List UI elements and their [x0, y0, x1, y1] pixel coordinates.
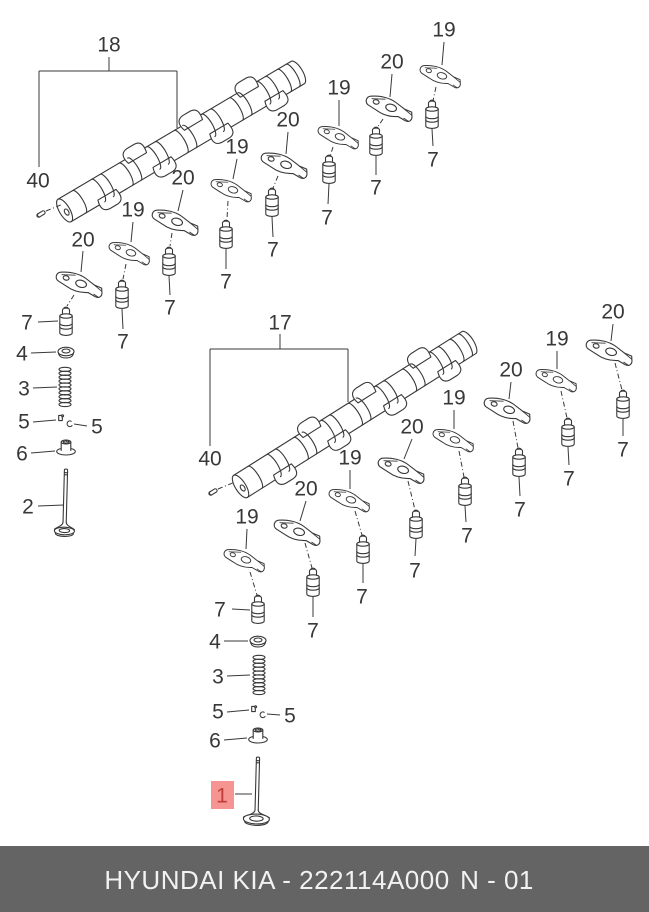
rocker-arm-part	[107, 239, 152, 265]
lash-adjuster-part	[617, 390, 629, 418]
leader-line	[465, 506, 466, 522]
center-line	[170, 233, 172, 246]
part-callout-7: 7	[461, 524, 473, 548]
part-callout-1[interactable]: 1	[216, 784, 228, 808]
rocker-arm-part	[584, 337, 636, 367]
part-callout-5: 5	[212, 700, 224, 724]
leader-line	[122, 309, 123, 329]
part-callout-7: 7	[409, 559, 421, 583]
center-line	[433, 87, 436, 101]
part-callout-19: 19	[225, 135, 249, 159]
center-line	[218, 482, 235, 489]
leader-line	[224, 738, 247, 740]
leader-line	[509, 382, 511, 399]
engine-valve-part	[54, 469, 76, 537]
center-line	[615, 363, 622, 390]
part-callout-7: 7	[427, 148, 439, 172]
center-line	[513, 421, 518, 448]
center-line	[561, 391, 567, 418]
lash-adjuster-part	[163, 247, 175, 275]
rocker-arm-part	[364, 93, 416, 123]
leader-line	[81, 251, 83, 272]
part-callout-40: 40	[26, 169, 50, 193]
part-callout-7: 7	[563, 467, 575, 491]
part-callout-6: 6	[16, 442, 28, 466]
part-callout-4: 4	[209, 630, 221, 654]
dowel-pin-part	[208, 488, 218, 496]
leader-line	[169, 276, 170, 295]
leader-line	[611, 324, 613, 341]
center-line	[227, 201, 228, 219]
leader-line	[415, 539, 416, 556]
leader-line	[432, 129, 433, 146]
center-line	[305, 543, 312, 568]
leader-line	[442, 42, 444, 65]
part-callout-7: 7	[321, 206, 333, 230]
part-callout-7: 7	[617, 438, 629, 462]
lash-adjuster-part	[370, 127, 382, 155]
part-callout-3: 3	[212, 665, 224, 689]
rocker-arm-part	[316, 123, 361, 149]
part-callout-20: 20	[276, 108, 300, 132]
footer-sheet-number: N - 01	[460, 865, 534, 895]
rocker-arm-part	[54, 269, 106, 299]
part-callout-19: 19	[338, 446, 362, 470]
part-callout-19: 19	[545, 327, 569, 351]
rocker-arm-part	[272, 517, 324, 547]
lash-adjuster-part	[410, 510, 422, 538]
leader-line	[74, 424, 87, 426]
valve-stem-seal-part	[249, 728, 268, 743]
leader-line	[519, 477, 520, 496]
rocker-arm-part	[534, 366, 579, 392]
leader-line	[33, 420, 56, 422]
dowel-pin-part	[36, 210, 46, 218]
leader-line	[31, 451, 55, 453]
lash-adjuster-part	[116, 280, 128, 308]
leader-line	[33, 387, 57, 388]
part-callout-17: 17	[268, 311, 292, 335]
leader-line	[568, 447, 569, 465]
exploded-view-diagram	[16, 19, 635, 826]
lash-adjuster-part	[459, 477, 471, 505]
valve-stem-seal-part	[57, 440, 76, 455]
footer-brand-part-number: HYUNDAI KIA - 222114A000	[104, 865, 450, 895]
leader-line	[232, 609, 250, 610]
center-line	[459, 451, 464, 477]
part-callout-7: 7	[356, 585, 368, 609]
part-callout-7: 7	[21, 311, 33, 335]
part-callout-20: 20	[380, 50, 404, 74]
leader-line	[227, 710, 249, 712]
part-callout-20: 20	[499, 358, 523, 382]
part-callout-19: 19	[235, 505, 259, 529]
leader-line	[267, 714, 280, 715]
valve-spring-part	[253, 655, 265, 694]
part-callout-19: 19	[327, 76, 351, 100]
center-line	[355, 511, 362, 535]
leader-line	[38, 321, 58, 322]
lash-adjuster-part	[266, 188, 278, 216]
part-callout-5: 5	[18, 410, 30, 434]
center-line	[250, 572, 257, 595]
part-callout-7: 7	[267, 238, 279, 262]
part-callout-5: 5	[91, 415, 103, 439]
center-line	[273, 176, 278, 188]
part-callout-3: 3	[18, 377, 30, 401]
valve-spring-part	[59, 367, 71, 406]
part-callout-7: 7	[164, 296, 176, 320]
leader-line	[300, 501, 306, 521]
part-callout-20: 20	[171, 166, 195, 190]
part-callout-18: 18	[97, 33, 121, 57]
camshaft-part	[225, 322, 485, 508]
part-callout-19: 19	[432, 18, 456, 42]
rocker-arm-part	[222, 546, 267, 572]
rocker-arm-part	[209, 176, 254, 202]
rocker-arm-part	[150, 207, 202, 237]
engine-valve-part	[243, 757, 271, 826]
rocker-arm-part	[418, 62, 463, 88]
part-callout-7: 7	[307, 619, 319, 643]
leader-line	[246, 529, 247, 549]
center-line	[408, 481, 415, 510]
part-callout-19: 19	[442, 386, 466, 410]
part-callout-7: 7	[220, 270, 232, 294]
rocker-arm-part	[376, 455, 428, 485]
part-callout-4: 4	[16, 342, 28, 366]
lash-adjuster-part	[562, 418, 574, 446]
leader-line	[286, 132, 288, 154]
leader-line	[272, 217, 273, 237]
leader-line	[233, 159, 237, 179]
leader-line	[328, 184, 329, 204]
part-callout-40: 40	[198, 447, 222, 471]
leader-line	[390, 74, 392, 97]
leader-line	[227, 675, 250, 676]
rocker-arm-part	[482, 395, 534, 425]
lash-adjuster-part	[357, 535, 369, 563]
spring-retainer-part	[58, 347, 74, 358]
part-callout-2: 2	[22, 495, 34, 519]
lash-adjuster-part	[252, 595, 264, 623]
part-callout-5: 5	[284, 704, 296, 728]
leader-line	[131, 222, 133, 242]
leader-line	[404, 439, 412, 459]
lash-adjuster-part	[60, 307, 72, 335]
part-callout-20: 20	[601, 300, 625, 324]
leader-line	[38, 505, 64, 506]
spring-retainer-part	[250, 636, 266, 647]
rocker-arm-part	[431, 426, 476, 452]
lash-adjuster-part	[513, 448, 525, 476]
leader-line	[178, 190, 183, 211]
lash-adjuster-part	[426, 100, 438, 128]
part-callout-20: 20	[294, 477, 318, 501]
part-callout-7: 7	[214, 598, 226, 622]
part-callout-7: 7	[514, 498, 526, 522]
center-line	[123, 264, 126, 279]
lash-adjuster-part	[220, 220, 232, 248]
part-callout-20: 20	[400, 415, 424, 439]
rocker-arm-part	[259, 150, 311, 180]
valve-cotter-part	[59, 415, 72, 427]
lash-adjuster-part	[323, 155, 335, 183]
center-line	[67, 295, 74, 306]
part-callout-6: 6	[209, 729, 221, 753]
part-callout-20: 20	[71, 228, 95, 252]
rocker-arm-part	[327, 486, 372, 512]
valve-cotter-part	[252, 706, 265, 718]
leader-line	[31, 352, 56, 353]
part-callout-7: 7	[370, 176, 382, 200]
lash-adjuster-part	[307, 568, 319, 596]
part-callout-19: 19	[121, 198, 145, 222]
center-line	[377, 119, 383, 128]
part-callout-7: 7	[117, 330, 129, 354]
